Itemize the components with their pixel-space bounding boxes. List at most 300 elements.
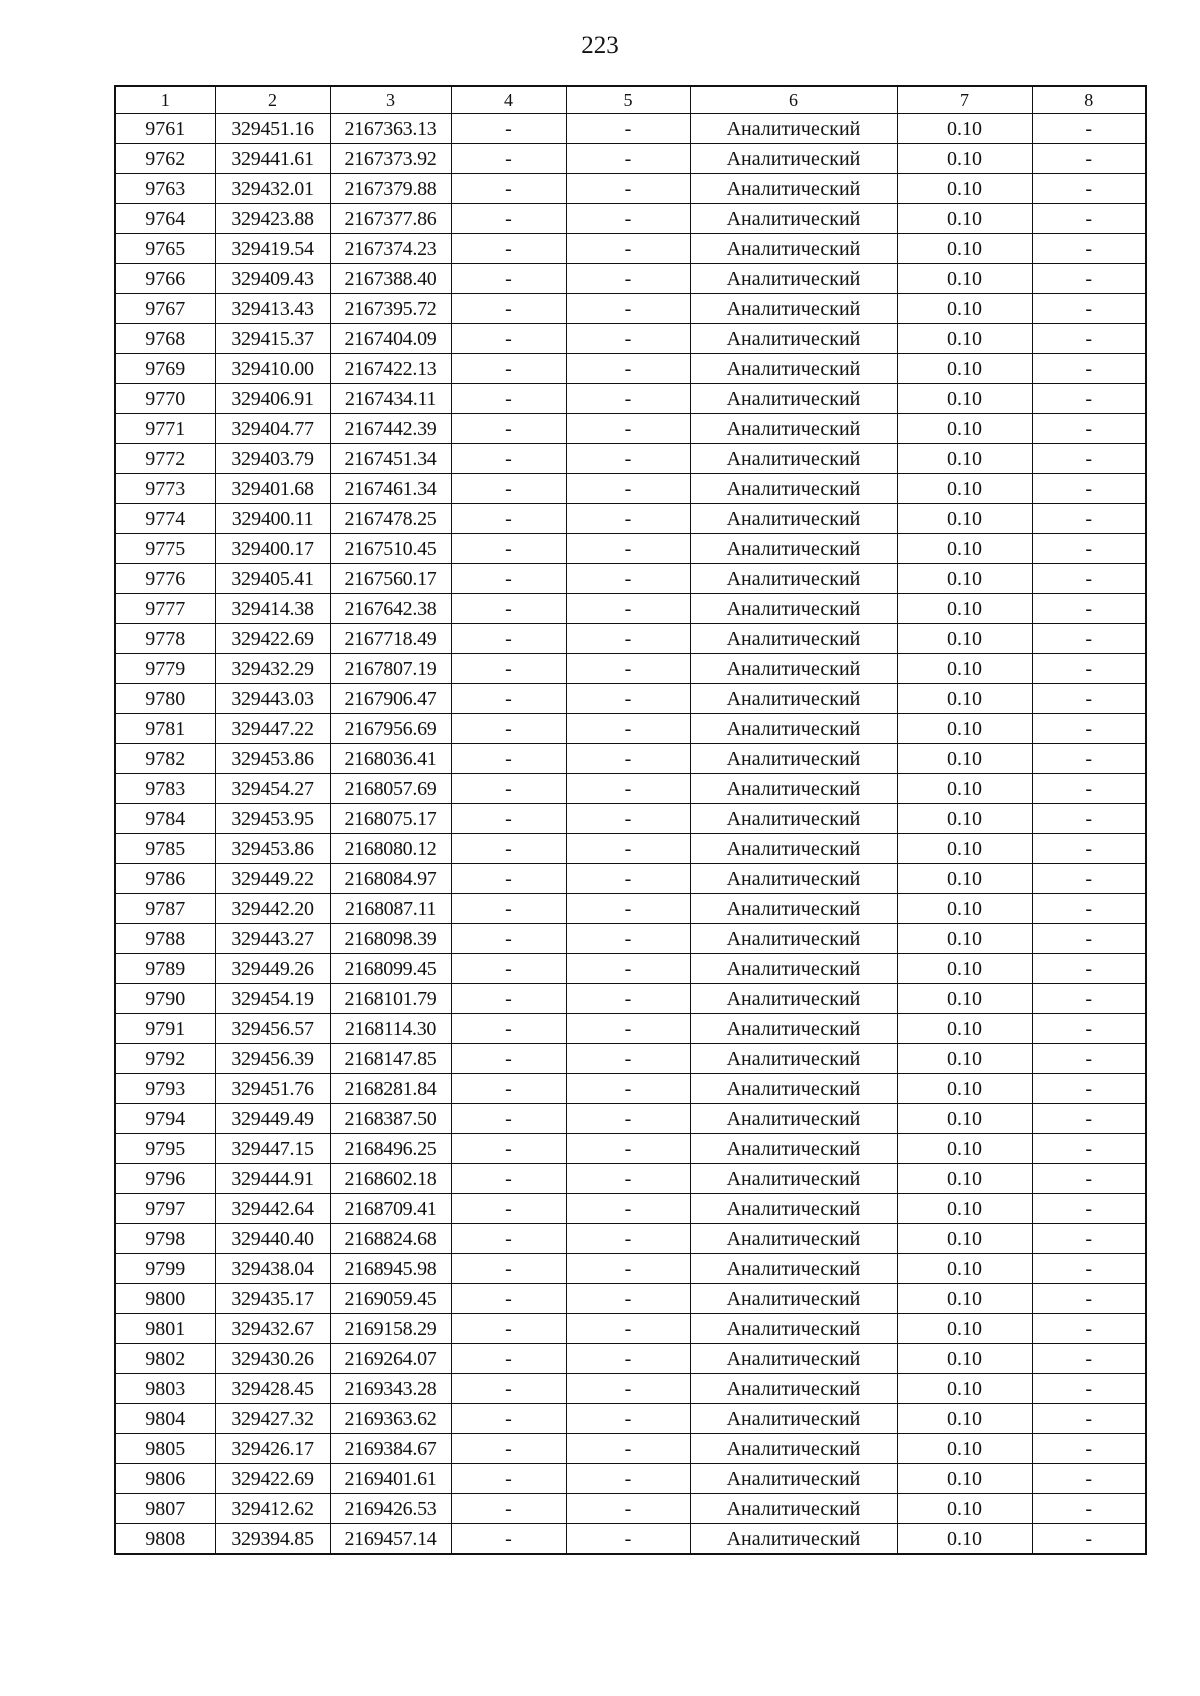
- x-coordinate-cell: 329422.69: [215, 624, 330, 654]
- y-coordinate-cell: 2167807.19: [330, 654, 451, 684]
- column-5-value-cell: -: [566, 774, 690, 804]
- column-8-value-cell: -: [1032, 204, 1146, 234]
- accuracy-cell: 0.10: [897, 354, 1032, 384]
- method-cell: Аналитический: [690, 564, 897, 594]
- x-coordinate-cell: 329442.20: [215, 894, 330, 924]
- method-cell: Аналитический: [690, 1044, 897, 1074]
- column-5-value-cell: -: [566, 1044, 690, 1074]
- table-row: [115, 384, 1146, 414]
- accuracy-cell: 0.10: [897, 1104, 1032, 1134]
- column-5-value-cell: -: [566, 474, 690, 504]
- point-number-cell: 9796: [115, 1164, 215, 1194]
- method-cell: Аналитический: [690, 504, 897, 534]
- header-row: [115, 86, 1146, 114]
- table-body: [115, 114, 1146, 1555]
- accuracy-cell: 0.10: [897, 624, 1032, 654]
- accuracy-cell: 0.10: [897, 594, 1032, 624]
- accuracy-cell: 0.10: [897, 1404, 1032, 1434]
- y-coordinate-cell: 2169457.14: [330, 1524, 451, 1555]
- column-4-value-cell: -: [451, 534, 566, 564]
- column-8-value-cell: -: [1032, 354, 1146, 384]
- accuracy-cell: 0.10: [897, 1314, 1032, 1344]
- table-row: [115, 354, 1146, 384]
- point-number-cell: 9786: [115, 864, 215, 894]
- point-number-cell: 9799: [115, 1254, 215, 1284]
- x-coordinate-cell: 329451.76: [215, 1074, 330, 1104]
- page-number: 223: [581, 32, 619, 59]
- column-4-value-cell: -: [451, 804, 566, 834]
- point-number-cell: 9780: [115, 684, 215, 714]
- y-coordinate-cell: 2167718.49: [330, 624, 451, 654]
- column-4-value-cell: -: [451, 834, 566, 864]
- table-row: [115, 144, 1146, 174]
- table-row: [115, 1044, 1146, 1074]
- column-8-value-cell: -: [1032, 834, 1146, 864]
- accuracy-cell: 0.10: [897, 414, 1032, 444]
- point-number-cell: 9776: [115, 564, 215, 594]
- column-5-value-cell: -: [566, 564, 690, 594]
- table-row: [115, 504, 1146, 534]
- column-4-value-cell: -: [451, 1344, 566, 1374]
- x-coordinate-cell: 329443.27: [215, 924, 330, 954]
- column-8-value-cell: -: [1032, 504, 1146, 534]
- column-8-value-cell: -: [1032, 1164, 1146, 1194]
- x-coordinate-cell: 329435.17: [215, 1284, 330, 1314]
- method-cell: Аналитический: [690, 1434, 897, 1464]
- y-coordinate-cell: 2167478.25: [330, 504, 451, 534]
- x-coordinate-cell: 329403.79: [215, 444, 330, 474]
- point-number-cell: 9808: [115, 1524, 215, 1555]
- accuracy-cell: 0.10: [897, 384, 1032, 414]
- point-number-cell: 9803: [115, 1374, 215, 1404]
- column-5-value-cell: -: [566, 1104, 690, 1134]
- method-cell: Аналитический: [690, 1344, 897, 1374]
- point-number-cell: 9793: [115, 1074, 215, 1104]
- y-coordinate-cell: 2167451.34: [330, 444, 451, 474]
- y-coordinate-cell: 2168824.68: [330, 1224, 451, 1254]
- column-8-value-cell: -: [1032, 114, 1146, 144]
- column-5-value-cell: -: [566, 594, 690, 624]
- method-cell: Аналитический: [690, 1254, 897, 1284]
- x-coordinate-cell: 329442.64: [215, 1194, 330, 1224]
- method-cell: Аналитический: [690, 474, 897, 504]
- accuracy-cell: 0.10: [897, 744, 1032, 774]
- accuracy-cell: 0.10: [897, 804, 1032, 834]
- accuracy-cell: 0.10: [897, 174, 1032, 204]
- column-8-value-cell: -: [1032, 624, 1146, 654]
- accuracy-cell: 0.10: [897, 564, 1032, 594]
- x-coordinate-cell: 329428.45: [215, 1374, 330, 1404]
- table-row: [115, 1284, 1146, 1314]
- column-8-value-cell: -: [1032, 1014, 1146, 1044]
- method-cell: Аналитический: [690, 1134, 897, 1164]
- x-coordinate-cell: 329400.17: [215, 534, 330, 564]
- column-4-value-cell: -: [451, 1224, 566, 1254]
- accuracy-cell: 0.10: [897, 1344, 1032, 1374]
- table-row: [115, 474, 1146, 504]
- accuracy-cell: 0.10: [897, 474, 1032, 504]
- point-number-cell: 9766: [115, 264, 215, 294]
- method-cell: Аналитический: [690, 1494, 897, 1524]
- accuracy-cell: 0.10: [897, 1434, 1032, 1464]
- column-5-value-cell: -: [566, 1464, 690, 1494]
- table-row: [115, 534, 1146, 564]
- column-4-value-cell: -: [451, 1074, 566, 1104]
- x-coordinate-cell: 329453.86: [215, 744, 330, 774]
- y-coordinate-cell: 2168098.39: [330, 924, 451, 954]
- x-coordinate-cell: 329394.85: [215, 1524, 330, 1555]
- column-5-value-cell: -: [566, 264, 690, 294]
- accuracy-cell: 0.10: [897, 1494, 1032, 1524]
- column-4-value-cell: -: [451, 504, 566, 534]
- x-coordinate-cell: 329426.17: [215, 1434, 330, 1464]
- point-number-cell: 9777: [115, 594, 215, 624]
- y-coordinate-cell: 2169264.07: [330, 1344, 451, 1374]
- table-row: [115, 1374, 1146, 1404]
- accuracy-cell: 0.10: [897, 714, 1032, 744]
- y-coordinate-cell: 2168075.17: [330, 804, 451, 834]
- table-row: [115, 774, 1146, 804]
- y-coordinate-cell: 2169384.67: [330, 1434, 451, 1464]
- table-row: [115, 1134, 1146, 1164]
- accuracy-cell: 0.10: [897, 834, 1032, 864]
- column-4-value-cell: -: [451, 234, 566, 264]
- method-cell: Аналитический: [690, 1014, 897, 1044]
- column-5-value-cell: -: [566, 864, 690, 894]
- column-8-value-cell: -: [1032, 714, 1146, 744]
- accuracy-cell: 0.10: [897, 1284, 1032, 1314]
- y-coordinate-cell: 2169343.28: [330, 1374, 451, 1404]
- x-coordinate-cell: 329423.88: [215, 204, 330, 234]
- column-4-value-cell: -: [451, 264, 566, 294]
- column-header-3: 3: [330, 86, 451, 114]
- y-coordinate-cell: 2168057.69: [330, 774, 451, 804]
- column-4-value-cell: -: [451, 204, 566, 234]
- column-8-value-cell: -: [1032, 594, 1146, 624]
- column-4-value-cell: -: [451, 564, 566, 594]
- point-number-cell: 9788: [115, 924, 215, 954]
- x-coordinate-cell: 329419.54: [215, 234, 330, 264]
- point-number-cell: 9807: [115, 1494, 215, 1524]
- method-cell: Аналитический: [690, 1314, 897, 1344]
- x-coordinate-cell: 329449.26: [215, 954, 330, 984]
- y-coordinate-cell: 2167560.17: [330, 564, 451, 594]
- column-4-value-cell: -: [451, 684, 566, 714]
- x-coordinate-cell: 329456.57: [215, 1014, 330, 1044]
- accuracy-cell: 0.10: [897, 1374, 1032, 1404]
- x-coordinate-cell: 329413.43: [215, 294, 330, 324]
- table-row: [115, 1164, 1146, 1194]
- column-4-value-cell: -: [451, 294, 566, 324]
- x-coordinate-cell: 329456.39: [215, 1044, 330, 1074]
- column-8-value-cell: -: [1032, 1344, 1146, 1374]
- column-5-value-cell: -: [566, 744, 690, 774]
- x-coordinate-cell: 329449.22: [215, 864, 330, 894]
- column-8-value-cell: -: [1032, 804, 1146, 834]
- accuracy-cell: 0.10: [897, 1074, 1032, 1104]
- table-row: [115, 1314, 1146, 1344]
- method-cell: Аналитический: [690, 1284, 897, 1314]
- column-5-value-cell: -: [566, 954, 690, 984]
- column-header-4: 4: [451, 86, 566, 114]
- y-coordinate-cell: 2167377.86: [330, 204, 451, 234]
- column-4-value-cell: -: [451, 1434, 566, 1464]
- column-5-value-cell: -: [566, 324, 690, 354]
- y-coordinate-cell: 2167442.39: [330, 414, 451, 444]
- y-coordinate-cell: 2168387.50: [330, 1104, 451, 1134]
- column-8-value-cell: -: [1032, 1134, 1146, 1164]
- x-coordinate-cell: 329412.62: [215, 1494, 330, 1524]
- table-row: [115, 1224, 1146, 1254]
- column-4-value-cell: -: [451, 924, 566, 954]
- column-8-value-cell: -: [1032, 984, 1146, 1014]
- x-coordinate-cell: 329440.40: [215, 1224, 330, 1254]
- y-coordinate-cell: 2167404.09: [330, 324, 451, 354]
- column-8-value-cell: -: [1032, 774, 1146, 804]
- table-row: [115, 1344, 1146, 1374]
- column-4-value-cell: -: [451, 1134, 566, 1164]
- x-coordinate-cell: 329401.68: [215, 474, 330, 504]
- method-cell: Аналитический: [690, 1404, 897, 1434]
- column-4-value-cell: -: [451, 1014, 566, 1044]
- y-coordinate-cell: 2167461.34: [330, 474, 451, 504]
- point-number-cell: 9802: [115, 1344, 215, 1374]
- column-4-value-cell: -: [451, 894, 566, 924]
- method-cell: Аналитический: [690, 234, 897, 264]
- column-8-value-cell: -: [1032, 954, 1146, 984]
- accuracy-cell: 0.10: [897, 1164, 1032, 1194]
- table-row: [115, 234, 1146, 264]
- method-cell: Аналитический: [690, 384, 897, 414]
- method-cell: Аналитический: [690, 1194, 897, 1224]
- y-coordinate-cell: 2168602.18: [330, 1164, 451, 1194]
- method-cell: Аналитический: [690, 894, 897, 924]
- column-5-value-cell: -: [566, 984, 690, 1014]
- column-8-value-cell: -: [1032, 924, 1146, 954]
- column-4-value-cell: -: [451, 1044, 566, 1074]
- x-coordinate-cell: 329422.69: [215, 1464, 330, 1494]
- table-row: [115, 174, 1146, 204]
- column-4-value-cell: -: [451, 114, 566, 144]
- method-cell: Аналитический: [690, 354, 897, 384]
- column-8-value-cell: -: [1032, 414, 1146, 444]
- y-coordinate-cell: 2169158.29: [330, 1314, 451, 1344]
- column-header-2: 2: [215, 86, 330, 114]
- method-cell: Аналитический: [690, 444, 897, 474]
- column-8-value-cell: -: [1032, 264, 1146, 294]
- column-5-value-cell: -: [566, 1254, 690, 1284]
- table-row: [115, 954, 1146, 984]
- method-cell: Аналитический: [690, 684, 897, 714]
- x-coordinate-cell: 329453.95: [215, 804, 330, 834]
- method-cell: Аналитический: [690, 204, 897, 234]
- method-cell: Аналитический: [690, 534, 897, 564]
- column-8-value-cell: -: [1032, 1494, 1146, 1524]
- column-5-value-cell: -: [566, 534, 690, 564]
- column-5-value-cell: -: [566, 204, 690, 234]
- table-row: [115, 624, 1146, 654]
- accuracy-cell: 0.10: [897, 1014, 1032, 1044]
- accuracy-cell: 0.10: [897, 864, 1032, 894]
- y-coordinate-cell: 2167374.23: [330, 234, 451, 264]
- y-coordinate-cell: 2167422.13: [330, 354, 451, 384]
- column-4-value-cell: -: [451, 654, 566, 684]
- point-number-cell: 9767: [115, 294, 215, 324]
- y-coordinate-cell: 2169059.45: [330, 1284, 451, 1314]
- accuracy-cell: 0.10: [897, 1464, 1032, 1494]
- point-number-cell: 9798: [115, 1224, 215, 1254]
- column-4-value-cell: -: [451, 594, 566, 624]
- method-cell: Аналитический: [690, 1464, 897, 1494]
- y-coordinate-cell: 2168496.25: [330, 1134, 451, 1164]
- point-number-cell: 9806: [115, 1464, 215, 1494]
- column-8-value-cell: -: [1032, 174, 1146, 204]
- method-cell: Аналитический: [690, 984, 897, 1014]
- point-number-cell: 9787: [115, 894, 215, 924]
- accuracy-cell: 0.10: [897, 144, 1032, 174]
- point-number-cell: 9775: [115, 534, 215, 564]
- point-number-cell: 9781: [115, 714, 215, 744]
- table-row: [115, 414, 1146, 444]
- column-8-value-cell: -: [1032, 1044, 1146, 1074]
- x-coordinate-cell: 329404.77: [215, 414, 330, 444]
- x-coordinate-cell: 329414.38: [215, 594, 330, 624]
- accuracy-cell: 0.10: [897, 1134, 1032, 1164]
- column-8-value-cell: -: [1032, 1074, 1146, 1104]
- accuracy-cell: 0.10: [897, 264, 1032, 294]
- x-coordinate-cell: 329400.11: [215, 504, 330, 534]
- column-8-value-cell: -: [1032, 564, 1146, 594]
- table-row: [115, 324, 1146, 354]
- column-5-value-cell: -: [566, 1434, 690, 1464]
- accuracy-cell: 0.10: [897, 294, 1032, 324]
- column-8-value-cell: -: [1032, 1284, 1146, 1314]
- method-cell: Аналитический: [690, 114, 897, 144]
- y-coordinate-cell: 2169363.62: [330, 1404, 451, 1434]
- column-header-7: 7: [897, 86, 1032, 114]
- x-coordinate-cell: 329409.43: [215, 264, 330, 294]
- table-row: [115, 594, 1146, 624]
- method-cell: Аналитический: [690, 1074, 897, 1104]
- y-coordinate-cell: 2168114.30: [330, 1014, 451, 1044]
- x-coordinate-cell: 329451.16: [215, 114, 330, 144]
- column-5-value-cell: -: [566, 294, 690, 324]
- x-coordinate-cell: 329432.01: [215, 174, 330, 204]
- method-cell: Аналитический: [690, 654, 897, 684]
- column-5-value-cell: -: [566, 1074, 690, 1104]
- method-cell: Аналитический: [690, 624, 897, 654]
- table-row: [115, 654, 1146, 684]
- point-number-cell: 9794: [115, 1104, 215, 1134]
- table-row: [115, 294, 1146, 324]
- point-number-cell: 9761: [115, 114, 215, 144]
- table-row: [115, 984, 1146, 1014]
- column-header-5: 5: [566, 86, 690, 114]
- y-coordinate-cell: 2168281.84: [330, 1074, 451, 1104]
- column-4-value-cell: -: [451, 174, 566, 204]
- column-4-value-cell: -: [451, 384, 566, 414]
- y-coordinate-cell: 2168099.45: [330, 954, 451, 984]
- column-header-6: 6: [690, 86, 897, 114]
- column-5-value-cell: -: [566, 174, 690, 204]
- table-row: [115, 264, 1146, 294]
- column-4-value-cell: -: [451, 1314, 566, 1344]
- column-5-value-cell: -: [566, 234, 690, 264]
- table-row: [115, 864, 1146, 894]
- column-5-value-cell: -: [566, 1194, 690, 1224]
- table-row: [115, 924, 1146, 954]
- column-5-value-cell: -: [566, 444, 690, 474]
- column-4-value-cell: -: [451, 354, 566, 384]
- column-4-value-cell: -: [451, 1194, 566, 1224]
- point-number-cell: 9771: [115, 414, 215, 444]
- column-4-value-cell: -: [451, 414, 566, 444]
- table-row: [115, 444, 1146, 474]
- y-coordinate-cell: 2168036.41: [330, 744, 451, 774]
- table-row: [115, 1524, 1146, 1555]
- table-row: [115, 1104, 1146, 1134]
- accuracy-cell: 0.10: [897, 774, 1032, 804]
- column-4-value-cell: -: [451, 1374, 566, 1404]
- method-cell: Аналитический: [690, 1374, 897, 1404]
- accuracy-cell: 0.10: [897, 894, 1032, 924]
- x-coordinate-cell: 329410.00: [215, 354, 330, 384]
- column-5-value-cell: -: [566, 714, 690, 744]
- column-4-value-cell: -: [451, 1404, 566, 1434]
- point-number-cell: 9772: [115, 444, 215, 474]
- column-8-value-cell: -: [1032, 534, 1146, 564]
- column-5-value-cell: -: [566, 144, 690, 174]
- method-cell: Аналитический: [690, 1224, 897, 1254]
- column-8-value-cell: -: [1032, 144, 1146, 174]
- column-4-value-cell: -: [451, 624, 566, 654]
- table-row: [115, 1254, 1146, 1284]
- table-row: [115, 1074, 1146, 1104]
- column-5-value-cell: -: [566, 1224, 690, 1254]
- accuracy-cell: 0.10: [897, 1224, 1032, 1254]
- column-8-value-cell: -: [1032, 1194, 1146, 1224]
- column-5-value-cell: -: [566, 1164, 690, 1194]
- x-coordinate-cell: 329438.04: [215, 1254, 330, 1284]
- column-8-value-cell: -: [1032, 654, 1146, 684]
- column-8-value-cell: -: [1032, 1374, 1146, 1404]
- column-4-value-cell: -: [451, 474, 566, 504]
- column-header-1: 1: [115, 86, 215, 114]
- point-number-cell: 9783: [115, 774, 215, 804]
- column-8-value-cell: -: [1032, 1464, 1146, 1494]
- method-cell: Аналитический: [690, 954, 897, 984]
- method-cell: Аналитический: [690, 414, 897, 444]
- x-coordinate-cell: 329405.41: [215, 564, 330, 594]
- y-coordinate-cell: 2168709.41: [330, 1194, 451, 1224]
- table-row: [115, 1194, 1146, 1224]
- column-8-value-cell: -: [1032, 894, 1146, 924]
- column-8-value-cell: -: [1032, 1404, 1146, 1434]
- y-coordinate-cell: 2167906.47: [330, 684, 451, 714]
- column-8-value-cell: -: [1032, 1224, 1146, 1254]
- column-4-value-cell: -: [451, 864, 566, 894]
- column-5-value-cell: -: [566, 1374, 690, 1404]
- method-cell: Аналитический: [690, 144, 897, 174]
- table-row: [115, 1464, 1146, 1494]
- x-coordinate-cell: 329444.91: [215, 1164, 330, 1194]
- table-row: [115, 1434, 1146, 1464]
- column-8-value-cell: -: [1032, 684, 1146, 714]
- column-4-value-cell: -: [451, 954, 566, 984]
- y-coordinate-cell: 2169426.53: [330, 1494, 451, 1524]
- table-row: [115, 1014, 1146, 1044]
- column-5-value-cell: -: [566, 924, 690, 954]
